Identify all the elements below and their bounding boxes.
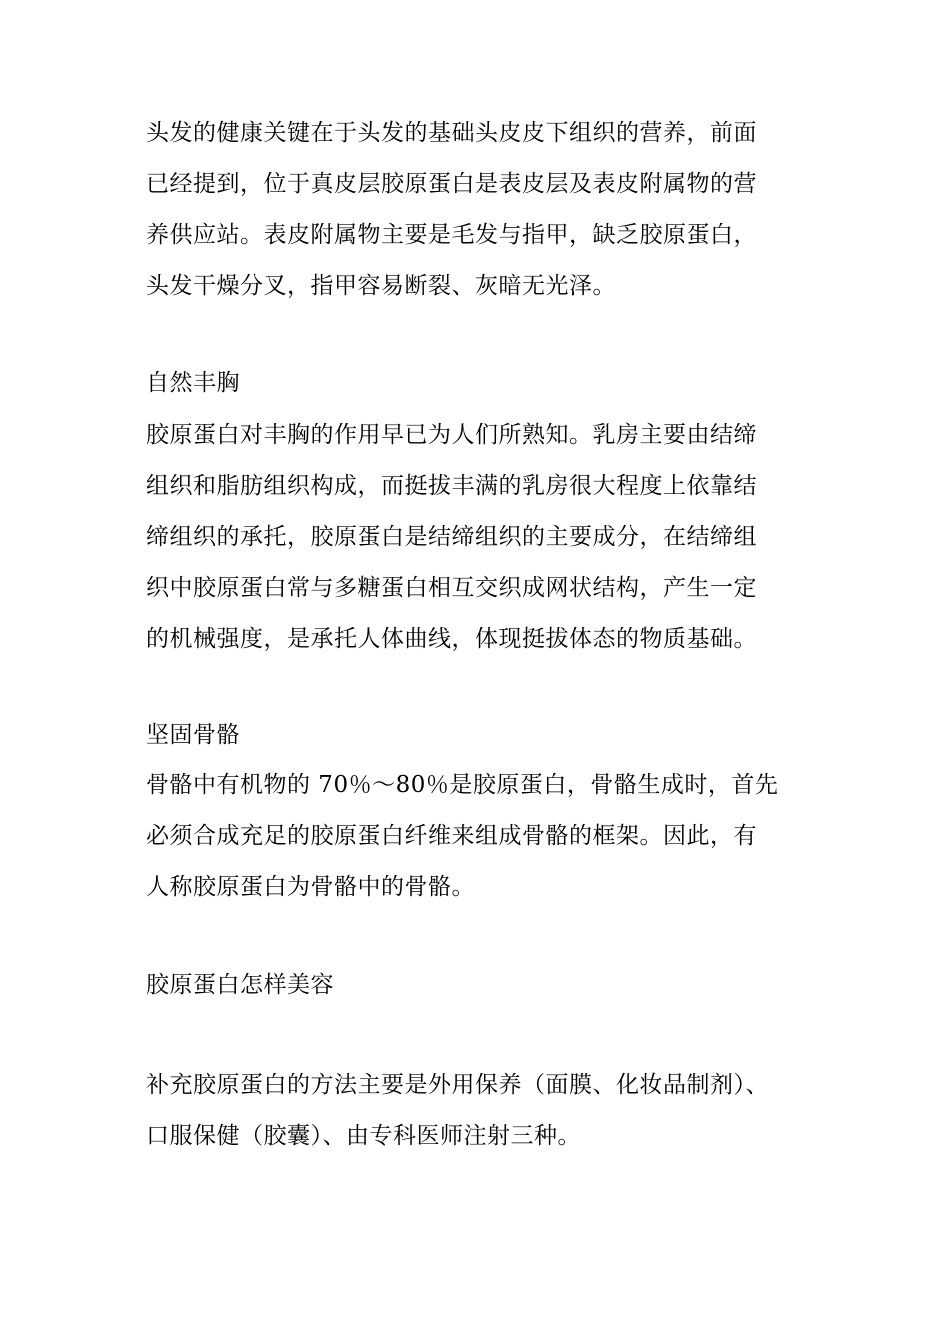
paragraph-line: 头发干燥分叉，指甲容易断裂、灰暗无光泽。 [146, 273, 616, 299]
paragraph-methods [146, 1060, 826, 1162]
heading-natural-breast: 自然丰胸 [146, 370, 240, 396]
paragraph-breast [146, 410, 826, 665]
paragraph-line: 养供应站。表皮附属物主要是毛发与指甲，缺乏胶原蛋白， [146, 222, 757, 248]
paragraph-line: 必须合成充足的胶原蛋白纤维来组成骨骼的框架。因此，有 [146, 823, 757, 849]
paragraph-hair [146, 108, 826, 312]
paragraph-line: 补充胶原蛋白的方法主要是外用保养（面膜、化妆品制剂）、 [146, 1072, 769, 1098]
paragraph-bone [146, 760, 826, 913]
paragraph-line: 织中胶原蛋白常与多糖蛋白相互交织成网状结构，产生一定 [146, 575, 757, 601]
paragraph-line: 口服保健（胶囊）、由专科医师注射三种。 [146, 1123, 581, 1149]
paragraph-line: 组织和脂肪组织构成，而挺拔丰满的乳房很大程度上依靠结 [146, 473, 757, 499]
paragraph-line: 骨骼中有机物的 70％～80％是胶原蛋白，骨骼生成时，首先 [146, 772, 779, 798]
paragraph-line: 胶原蛋白对丰胸的作用早已为人们所熟知。乳房主要由结缔 [146, 422, 757, 448]
paragraph-line: 人称胶原蛋白为骨骼中的骨骼。 [146, 874, 475, 900]
paragraph-line: 已经提到，位于真皮层胶原蛋白是表皮层及表皮附属物的营 [146, 171, 757, 197]
heading-strong-bones: 坚固骨骼 [146, 722, 240, 748]
paragraph-line: 的机械强度，是承托人体曲线，体现挺拔体态的物质基础。 [146, 626, 757, 652]
heading-collagen-beauty: 胶原蛋白怎样美容 [146, 972, 334, 998]
paragraph-line: 缔组织的承托，胶原蛋白是结缔组织的主要成分，在结缔组 [146, 524, 757, 550]
paragraph-line: 头发的健康关键在于头发的基础头皮皮下组织的营养，前面 [146, 120, 757, 146]
